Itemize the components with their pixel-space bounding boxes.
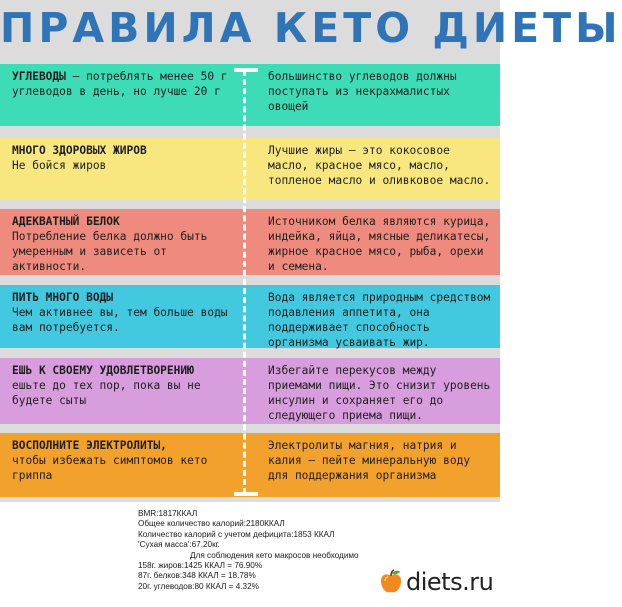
rule-description: ешьте до тех пор, пока вы не будете сыты [12, 379, 201, 407]
deficit-calories-line: Количество калорий с учетом дефицита:1853 ККАЛ [138, 529, 335, 539]
rule-heading: УГЛЕВОДЫ [12, 70, 66, 83]
logo-text: diets.ru [406, 568, 494, 596]
total-calories-line: Общее количество калорий:2180ККАЛ [138, 519, 285, 529]
rule-description: чтобы избежать симптомов кето гриппа [12, 454, 208, 482]
row-separator [0, 57, 500, 64]
rule-left-cell [12, 438, 240, 483]
page-title: ПРАВИЛА КЕТО ДИЕТЫ [0, 4, 622, 52]
rule-left-cell [12, 290, 240, 335]
row-separator [0, 424, 500, 433]
divider-notch [234, 68, 258, 72]
fat-line: 158г. жиров:1425 ККАЛ = 76.90% [138, 561, 263, 571]
column-divider [243, 70, 246, 494]
rule-heading: ПИТЬ МНОГО ВОДЫ [12, 291, 114, 304]
carbs-line: 20г. углеводов:80 ККАЛ = 4.32% [138, 581, 259, 591]
rule-detail: Электролиты магния, натрия и калия – пейте минеральную воду для поддержания организма [268, 439, 471, 482]
rule-left-cell [12, 69, 240, 99]
rule-row [0, 433, 500, 497]
rule-detail: большинство углеводов должны поступать из некрахмалистых овощей [268, 70, 457, 113]
protein-line: 87г. белков:348 ККАЛ = 18.78% [138, 571, 256, 581]
rule-row [0, 209, 500, 275]
calorie-stats [138, 509, 359, 592]
rule-left-cell [12, 214, 240, 274]
row-separator [0, 126, 500, 138]
row-separator [0, 275, 500, 285]
macros-note: Для соблюдения кето макросов необходимо [190, 550, 359, 560]
rule-detail: Лучшие жиры – это кокосовое масло, красное мясо, масло, топленое масло и оливковое масло. [268, 144, 491, 187]
rule-heading: ВОСПОЛНИТЕ ЭЛЕКТРОЛИТЫ, [12, 439, 167, 452]
row-separator [0, 200, 500, 209]
dry-mass-line: 'Сухая масса':67.20кг. [138, 540, 220, 550]
rule-description: Чем активнее вы, тем больше воды вам потребуется. [12, 306, 228, 334]
rule-left-cell [12, 143, 240, 173]
rule-row [0, 64, 500, 126]
rule-left-cell [12, 363, 240, 408]
rule-detail: Источником белка являются курица, индейка, яйца, мясные деликатесы, жирное красное мясо, рыба, орехи и семена. [268, 215, 491, 273]
rule-heading: ЕШЬ К СВОЕМУ УДОВЛЕТВОРЕНИЮ [12, 364, 194, 377]
rule-description: – потреблять менее 50 г углеводов в день, но лучше 20 г [12, 70, 228, 98]
rule-heading: АДЕКВАТНЫЙ БЕЛОК [12, 215, 120, 228]
rule-row [0, 358, 500, 424]
row-separator [0, 497, 500, 502]
apple-icon [379, 569, 403, 595]
rule-heading: МНОГО ЗДОРОВЫХ ЖИРОВ [12, 144, 147, 157]
rule-detail: Избегайте перекусов между приемами пищи. Это снизит уровень инсулин и сохраняет его до следующего приема пищи. [268, 364, 491, 422]
rule-description: Не бойся жиров [12, 159, 107, 172]
rule-description: Потребление белка должно быть умеренным и зависеть от активности. [12, 230, 208, 273]
divider-notch [234, 492, 258, 496]
rule-row [0, 138, 500, 200]
rule-detail: Вода является природным средством подавления аппетита, она поддерживает способность организма усваивать жир. [268, 291, 491, 349]
bmr-line: BMR:1817ККАЛ [138, 509, 198, 518]
rule-row [0, 285, 500, 348]
